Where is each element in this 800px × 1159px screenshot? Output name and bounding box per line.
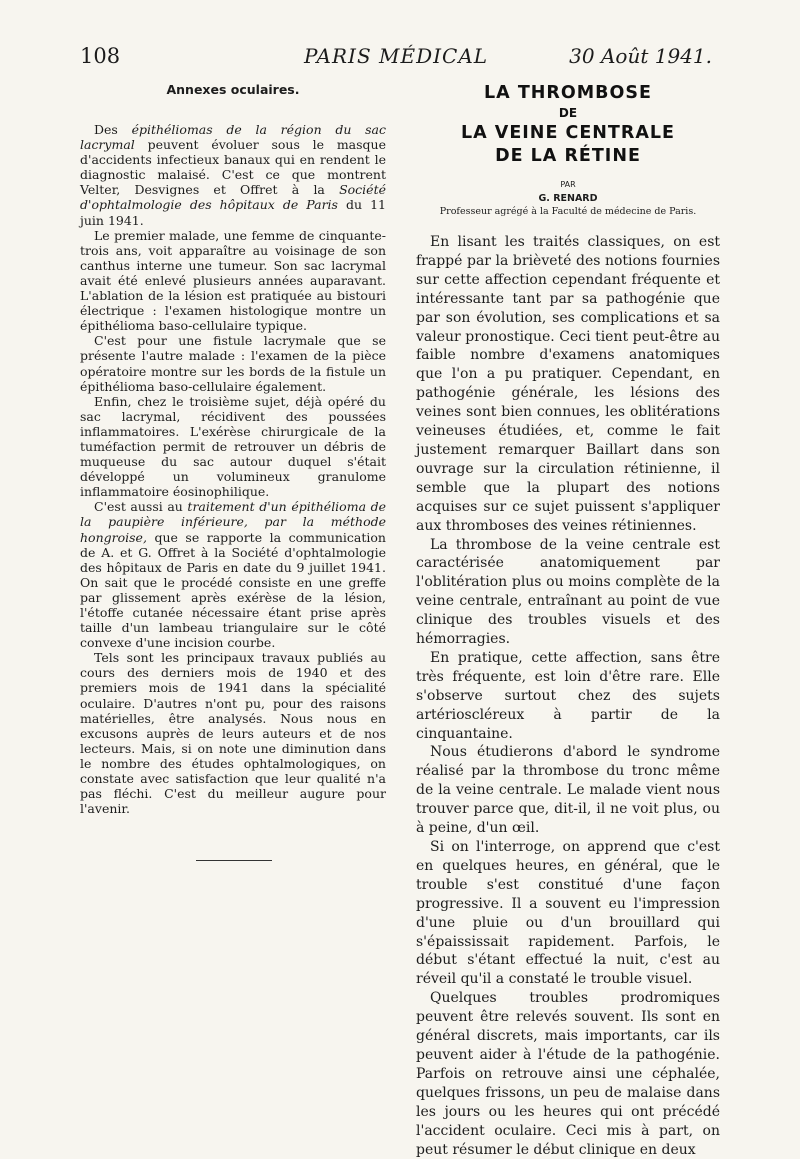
- paragraph: Enfin, chez le troisième sujet, déjà opéré du sac lacrymal, récidivent des poussées inflammatoires. L'exérèse chirurgicale de la tuméfaction permit de retrouver un débris de muqueuse du sac autour duquel s'était développé un volumineux granulome inflammatoire éosinophilique.: [80, 393, 386, 500]
- paragraph: Tels sont les principaux travaux publiés au cours des derniers mois de 1940 et des premiers mois de 1941 dans la spécialité oculaire. D'autres n'ont pu, pour des raisons matérielles, être analysés. Nous nous en excusons auprès de leurs auteurs et de nos lecteurs. Mais, si on note une diminution dans le nombre des études ophtalmologiques, on constate avec satisfaction que leur qualité n'a pas fléchi. C'est du meilleur augure pour l'avenir.: [80, 650, 386, 817]
- paragraph: En pratique, cette affection, sans être très fréquente, est loin d'être rare. Elle s'observe surtout chez des sujets artérioscléreux à partir de la cinquantaine.: [416, 649, 720, 742]
- paragraph: C'est aussi au traitement d'un épithélioma de la paupière inférieure, par la méthode hongroise, que se rapporte la communication de A. et G. Offret à la Société d'ophtalmologie des hôpitaux de Paris en date du 9 juillet 1941. On sait que le procédé consiste en une greffe par glissement après exérèse de la lésion, l'étoffe cutanée nécessaire étant prise après taille d'un lambeau triangulaire sur le côté convexe d'une incision courbe.: [80, 499, 386, 651]
- author-affiliation: Professeur agrégé à la Faculté de médecine de Paris.: [439, 206, 697, 217]
- paragraph: Si on l'interroge, on apprend que c'est en quelques heures, en général, que le trouble s'est constitué d'une façon progressive. Il a souvent eu l'impression d'une pluie ou d'un brouillard qui s'épaississait rapidement. Parfois, le début s'étant effectué la nuit, c'est au réveil qu'il a constaté le trouble visuel.: [416, 839, 720, 988]
- paragraph: En lisant les traités classiques, on est frappé par la brièveté des notions fournies sur cette affection cependant fréquente et intéressante tant par sa pathogénie que par son évolution, ses complications et sa valeur pronostique. Ceci tient peut-être au faible nombre d'examens anatomiques que l'on a pu pratiquer. Cependant, en pathogénie générale, les lésions des veines sont bien connues, les oblitérations veineuses étudiées, et, comme le fait justement remarquer Baillart dans son ouvrage sur la circulation rétinienne, il semble que la plupart des notions acquises sur ce sujet puissent s'appliquer aux thromboses des veines rétiniennes.: [416, 234, 720, 534]
- section-heading: Annexes oculaires.: [166, 82, 300, 97]
- author-name: G. RENARD: [538, 193, 598, 204]
- paragraph: Nous étudierons d'abord le syndrome réalisé par la thrombose du tronc même de la veine centrale. Le malade vient nous trouver parce que, dit-il, il ne voit plus, ou à peine, d'un œil.: [416, 744, 720, 837]
- running-header: [80, 44, 712, 74]
- left-column: [80, 82, 386, 816]
- paragraph: Quelques troubles prodromiques peuvent être relevés souvent. Ils sont en général discrets, mais importants, car ils peuvent aider à l'étude de la pathogénie. Parfois on retrouve ainsi une céphalée, quelques frissons, un peu de malaise dans les jours ou les heures qui ont précédé l'accident oculaire. Ceci mis à part, on peut résumer le début clinique en deux: [416, 990, 720, 1158]
- title-line: DE: [558, 106, 578, 120]
- title-line: LA VEINE CENTRALE: [461, 123, 675, 143]
- page-number: 108: [80, 44, 121, 68]
- issue-date: 30 Août 1941.: [569, 44, 712, 68]
- right-column: [416, 82, 720, 1159]
- paragraph: Le premier malade, une femme de cinquante-trois ans, voit apparaître au voisinage de son canthus interne une tumeur. Son sac lacrymal avait été enlevé plusieurs années auparavant. L'ablation de la lésion est pratiquée au bistouri électrique : l'examen histologique montre un épithélioma baso-cellulaire typique.: [80, 227, 386, 334]
- section-divider: [196, 860, 272, 861]
- paragraph: La thrombose de la veine centrale est caractérisée anatomiquement par l'oblitération plus ou moins complète de la veine centrale, entraînant au point de vue clinique des troubles visuels et des hémorragies.: [416, 536, 720, 648]
- journal-title: PARIS MÉDICAL: [303, 44, 489, 68]
- byline-par: PAR: [560, 180, 576, 189]
- paragraph: Des épithéliomas de la région du sac lacrymal peuvent évoluer sous le masque d'accidents infectieux banaux qui en rendent le diagnostic malaisé. C'est ce que montrent Velter, Desvignes et Offret à la Société d'ophtalmologie des hôpitaux de Paris du 11 juin 1941.: [80, 122, 386, 228]
- title-line: LA THROMBOSE: [484, 83, 652, 103]
- paragraph: C'est pour une fistule lacrymale que se présente l'autre malade : l'examen de la pièce opératoire montre sur les bords de la fistule un épithélioma baso-cellulaire également.: [80, 333, 386, 394]
- title-line: DE LA RÉTINE: [495, 146, 641, 166]
- article-title: [416, 82, 720, 168]
